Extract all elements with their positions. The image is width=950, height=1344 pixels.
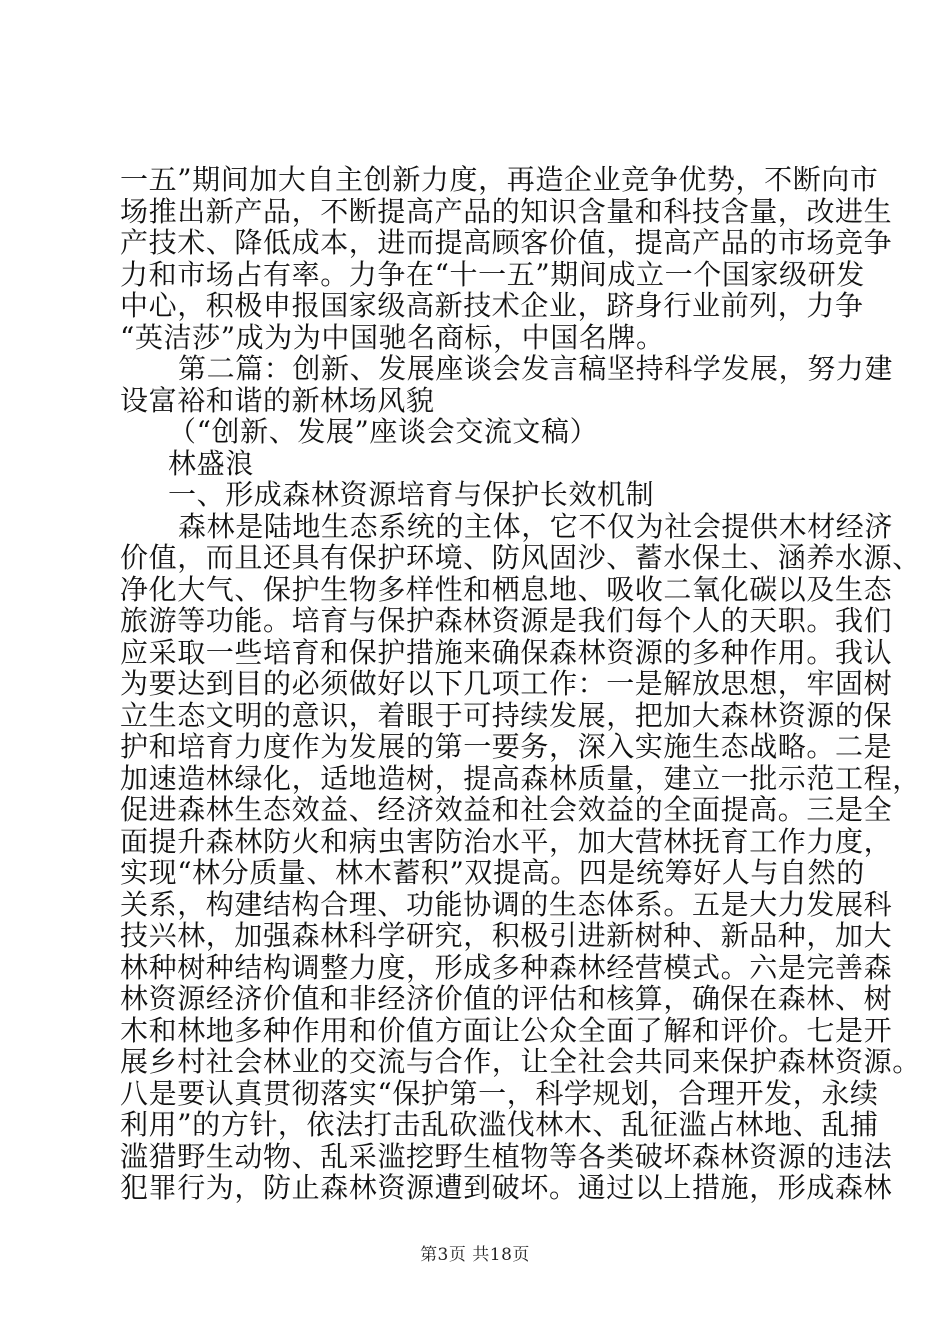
body-line: 旅游等功能。培育与保护森林资源是我们每个人的天职。我们	[120, 604, 893, 637]
body-line: 价值，而且还具有保护环境、防风固沙、蓄水保土、涵养水源、	[120, 541, 921, 574]
body-line: 为要达到目的必须做好以下几项工作：一是解放思想，牢固树	[120, 667, 893, 700]
body-line: 立生态文明的意识，着眼于可持续发展，把加大森林资源的保	[120, 698, 893, 732]
body-line: 产技术、降低成本，进而提高顾客价值，提高产品的市场竞争	[120, 226, 893, 259]
body-line: 关系，构建结构合理、功能协调的生态体系。五是大力发展科	[120, 887, 893, 921]
body-line: 八是要认真贯彻落实“保护第一，科学规划，合理开发，永续	[120, 1076, 879, 1110]
body-line: 林资源经济价值和非经济价值的评估和核算，确保在森林、树	[120, 982, 893, 1015]
body-line: 力和市场占有率。力争在“十一五”期间成立一个国家级研发	[120, 257, 865, 291]
body-line: 实现“林分质量、林木蓄积”双提高。四是统筹好人与自然的	[120, 856, 865, 889]
body-line: 促进森林生态效益、经济效益和社会效益的全面提高。三是全	[120, 793, 893, 826]
body-line: 展乡村社会林业的交流与合作，让全社会共同来保护森林资源。	[120, 1045, 921, 1078]
author-line: 林盛浪	[168, 446, 254, 480]
body-line: 面提升森林防火和病虫害防治水平，加大营林抚育工作力度，	[120, 824, 893, 858]
body-line: “英洁莎”成为为中国驰名商标，中国名牌。	[120, 320, 665, 354]
body-line: 技兴林，加强森林科学研究，积极引进新树种、新品种，加大	[120, 919, 893, 952]
body-line: 犯罪行为，防止森林资源遭到破坏。通过以上措施，形成森林	[120, 1171, 893, 1204]
paragraph-first-line: 森林是陆地生态系统的主体，它不仅为社会提供木材经济	[178, 509, 894, 543]
body-line: 场推出新产品，不断提高产品的知识含量和科技含量，改进生	[120, 194, 893, 228]
body-line: 滥猎野生动物、乱采滥挖野生植物等各类破坏森林资源的违法	[120, 1139, 893, 1173]
body-line: 林种树种结构调整力度，形成多种森林经营模式。六是完善森	[120, 950, 893, 984]
body-line: 加速造林绿化，适地造树，提高森林质量，建立一批示范工程，	[120, 761, 921, 795]
body-line: 中心，积极申报国家级高新技术企业，跻身行业前列，力争	[120, 289, 864, 322]
subtitle-line: （“创新、发展”座谈会交流文稿）	[168, 415, 599, 448]
body-line: 一五”期间加大自主创新力度，再造企业竞争优势，不断向市	[120, 163, 879, 196]
body-line: 利用”的方针，依法打击乱砍滥伐林木、乱征滥占林地、乱捕	[120, 1108, 879, 1141]
body-line: 木和林地多种作用和价值方面让公众全面了解和评价。七是开	[120, 1013, 893, 1047]
body-line: 应采取一些培育和保护措施来确保森林资源的多种作用。我认	[120, 635, 893, 669]
body-line: 护和培育力度作为发展的第一要务，深入实施生态战略。二是	[120, 730, 893, 763]
section-heading-line: 第二篇：创新、发展座谈会发言稿坚持科学发展，努力建	[178, 352, 894, 385]
document-body	[120, 163, 921, 1204]
page-footer: 第3页 共18页	[420, 1245, 530, 1265]
subheading-line: 一、形成森林资源培育与保护长效机制	[168, 478, 655, 511]
body-line: 净化大气、保护生物多样性和栖息地、吸收二氧化碳以及生态	[120, 572, 893, 606]
section-heading-line: 设富裕和谐的新林场风貌	[120, 383, 435, 417]
